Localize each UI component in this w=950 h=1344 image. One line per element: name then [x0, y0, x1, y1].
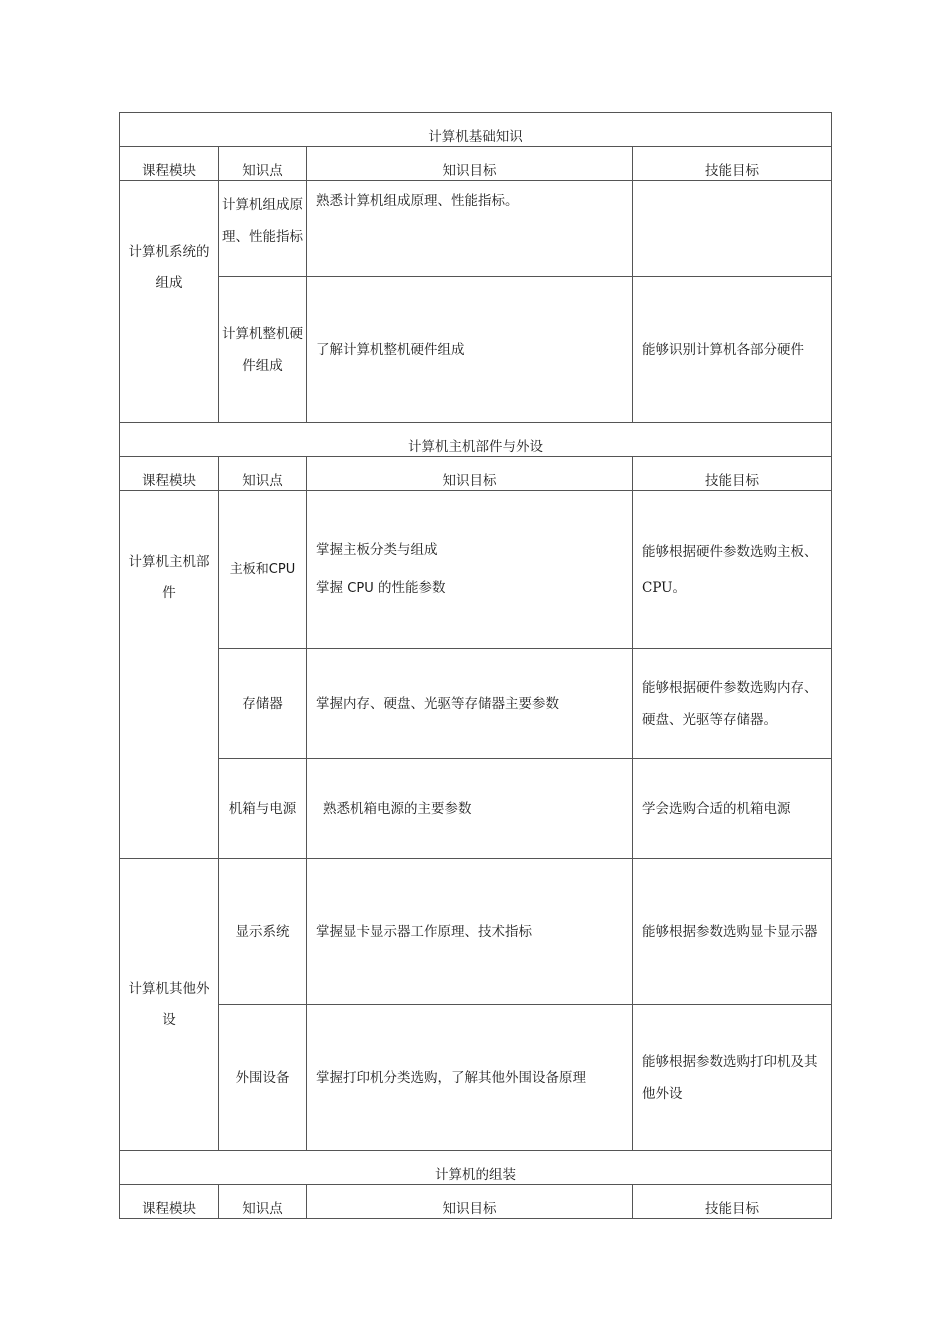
knowledge-goal-cell: 掌握显卡显示器工作原理、技术指标: [307, 859, 633, 1005]
knowledge-goal-cell: 掌握内存、硬盘、光驱等存储器主要参数: [307, 649, 633, 759]
knowledge-point-cell: 显示系统: [219, 859, 307, 1005]
header-module: 课程模块: [120, 1185, 219, 1219]
header-row: [120, 1185, 832, 1219]
knowledge-goal-line: 掌握主板分类与组成: [316, 542, 438, 558]
cpu-term: CPU: [347, 581, 374, 596]
table-row: [120, 759, 832, 859]
header-module: 课程模块: [120, 457, 219, 491]
section-title-row: [120, 113, 832, 147]
header-module: 课程模块: [120, 147, 219, 181]
course-syllabus-table: [119, 112, 832, 1219]
knowledge-point-cell: 计算机整机硬件组成: [219, 277, 307, 423]
knowledge-point-cell: 外围设备: [219, 1005, 307, 1151]
knowledge-goal-cell: 熟悉机箱电源的主要参数: [307, 759, 633, 859]
table-row: [120, 649, 832, 759]
header-row: [120, 147, 832, 181]
knowledge-point-cell: 存储器: [219, 649, 307, 759]
skill-goal-cell: 能够识别计算机各部分硬件: [633, 277, 832, 423]
header-skill-goal: 技能目标: [633, 147, 832, 181]
header-knowledge-point: 知识点: [219, 1185, 307, 1219]
module-cell: 计算机系统的组成: [120, 181, 219, 423]
table-row: [120, 491, 832, 649]
header-skill-goal: 技能目标: [633, 457, 832, 491]
skill-goal-cell: [633, 181, 832, 277]
text-fragment: 掌握: [316, 580, 348, 596]
header-knowledge-goal: 知识目标: [307, 457, 633, 491]
knowledge-point-cell: 计算机组成原理、性能指标: [219, 181, 307, 277]
knowledge-point-cell: 机箱与电源: [219, 759, 307, 859]
section-title: 计算机主机部件与外设: [120, 423, 832, 457]
header-knowledge-point: 知识点: [219, 147, 307, 181]
header-skill-goal: 技能目标: [633, 1185, 832, 1219]
skill-goal-cell: 能够根据参数选购打印机及其他外设: [633, 1005, 832, 1151]
knowledge-point-cell: [219, 491, 307, 649]
knowledge-point-label: 主板和CPU: [229, 562, 296, 577]
header-row: [120, 457, 832, 491]
section-title: 计算机的组装: [120, 1151, 832, 1185]
table-row: [120, 859, 832, 1005]
skill-goal-cell: 能够根据硬件参数选购主板、CPU。: [633, 491, 832, 649]
header-knowledge-goal: 知识目标: [307, 147, 633, 181]
skill-goal-cell: 能够根据参数选购显卡显示器: [633, 859, 832, 1005]
knowledge-goal-cell: 了解计算机整机硬件组成: [307, 277, 633, 423]
module-cell: 计算机其他外设: [120, 859, 219, 1151]
section-title: 计算机基础知识: [120, 113, 832, 147]
header-knowledge-point: 知识点: [219, 457, 307, 491]
skill-goal-cell: 学会选购合适的机箱电源: [633, 759, 832, 859]
module-cell: 计算机主机部件: [120, 491, 219, 859]
knowledge-goal-cell: 熟悉计算机组成原理、性能指标。: [307, 181, 633, 277]
section-title-row: [120, 1151, 832, 1185]
table-row: [120, 277, 832, 423]
header-knowledge-goal: 知识目标: [307, 1185, 633, 1219]
section-title-row: [120, 423, 832, 457]
knowledge-goal-line: [316, 569, 624, 608]
skill-goal-cell: 能够根据硬件参数选购内存、硬盘、光驱等存储器。: [633, 649, 832, 759]
table-row: [120, 1005, 832, 1151]
knowledge-goal-cell: 掌握打印机分类选购，了解其他外围设备原理: [307, 1005, 633, 1151]
table-row: [120, 181, 832, 277]
text-fragment: 的性能参数: [373, 580, 446, 596]
knowledge-goal-cell: [307, 491, 633, 649]
